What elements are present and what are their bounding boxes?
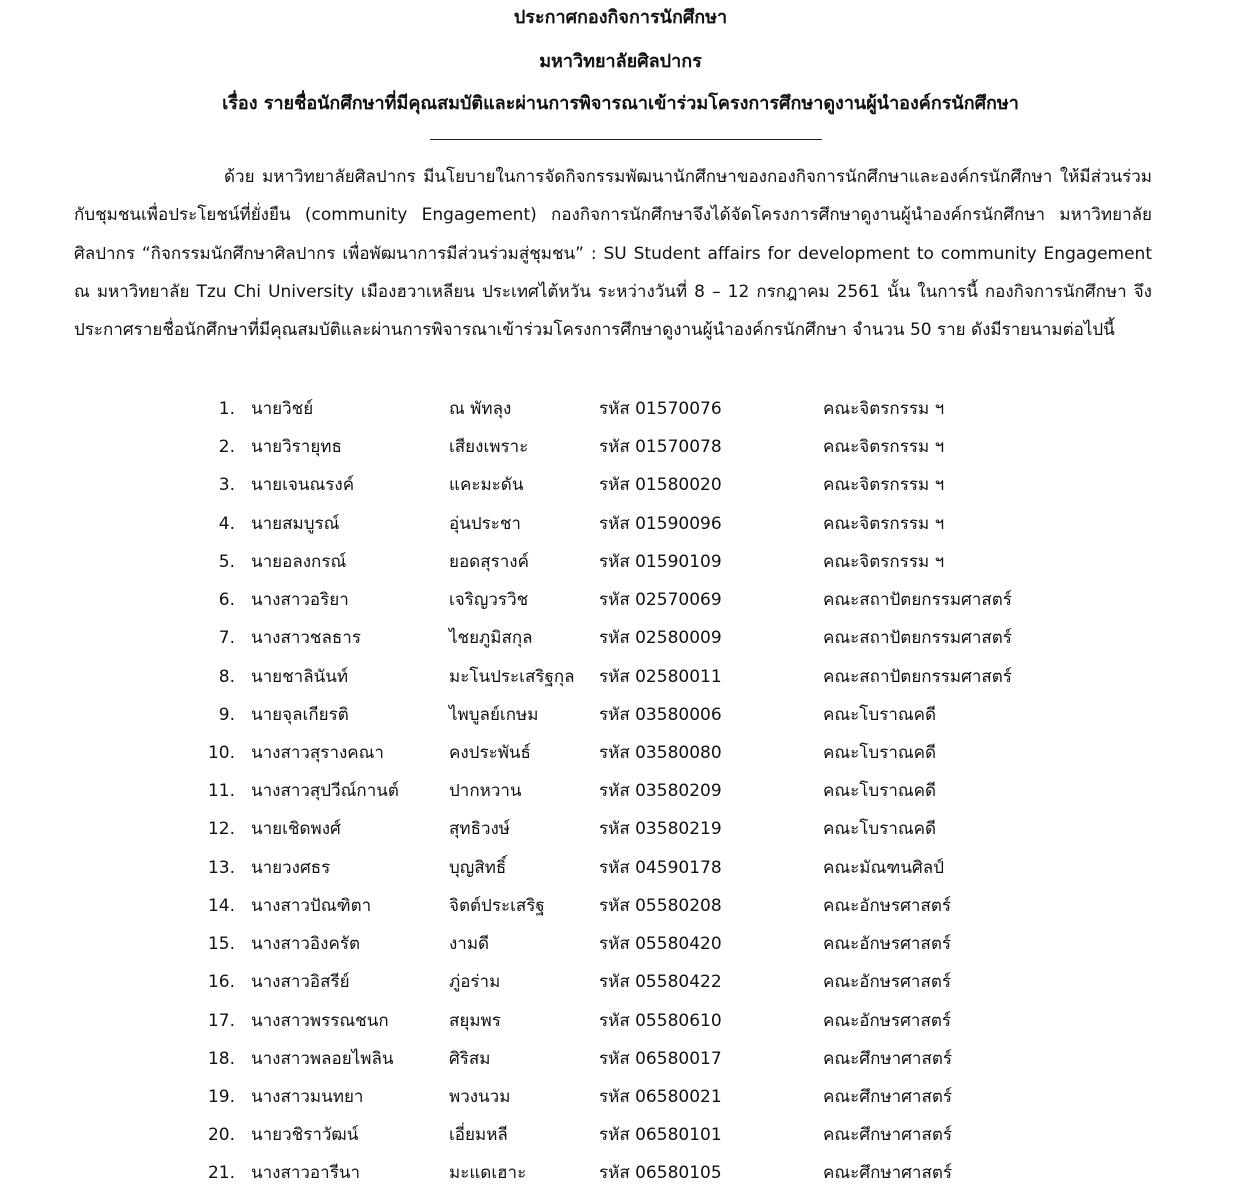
student-last-name: ปากหวาน — [449, 781, 522, 802]
student-faculty: คณะมัณฑนศิลป์ — [823, 857, 944, 878]
student-row — [0, 428, 1241, 466]
student-row — [0, 1040, 1241, 1078]
student-row — [0, 1154, 1241, 1192]
student-first-name: นางสาวสุรางคณา — [251, 742, 384, 763]
student-last-name: พวงนวม — [449, 1086, 511, 1107]
student-faculty: คณะโบราณคดี — [823, 704, 937, 725]
student-first-name: นายวงศธร — [251, 857, 331, 878]
student-first-name: นางสาวอิสรีย์ — [251, 972, 350, 993]
student-row — [0, 963, 1241, 1001]
student-number: 8. — [218, 666, 235, 687]
student-id: รหัส 01590096 — [599, 513, 722, 534]
student-first-name: นายวชิราวัฒน์ — [251, 1125, 359, 1146]
student-faculty: คณะจิตรกรรม ฯ — [823, 399, 945, 419]
student-first-name: นายชาลินันท์ — [251, 666, 349, 687]
student-first-name: นายวิชย์ — [251, 399, 314, 419]
student-id: รหัส 03580006 — [599, 704, 722, 725]
student-number: 17. — [207, 1010, 235, 1031]
student-id: รหัส 06580017 — [599, 1048, 722, 1069]
student-row — [0, 925, 1241, 963]
student-id: รหัส 02580009 — [599, 628, 722, 649]
student-faculty: คณะโบราณคดี — [823, 781, 937, 802]
student-faculty: คณะจิตรกรรม ฯ — [823, 551, 945, 572]
student-faculty: คณะอักษรศาสตร์ — [823, 895, 951, 916]
student-first-name: นางสาวปัณฑิตา — [251, 895, 372, 916]
student-number: 11. — [207, 781, 235, 802]
student-faculty: คณะจิตรกรรม ฯ — [823, 437, 945, 458]
student-number: 13. — [207, 857, 235, 878]
student-number: 12. — [207, 819, 235, 840]
student-id: รหัส 05580422 — [599, 972, 722, 993]
student-faculty: คณะศึกษาศาสตร์ — [823, 1163, 952, 1184]
student-last-name: ณ พัทลุง — [449, 399, 512, 419]
student-faculty: คณะจิตรกรรม ฯ — [823, 475, 945, 496]
student-number: 2. — [218, 437, 235, 458]
student-row — [0, 466, 1241, 504]
student-row — [0, 390, 1241, 428]
student-last-name: มะแดเฮาะ — [449, 1163, 527, 1184]
student-id: รหัส 03580080 — [599, 742, 722, 763]
student-first-name: นางสาวอริยา — [251, 590, 349, 611]
student-number: 6. — [218, 590, 235, 611]
student-faculty: คณะสถาปัตยกรรมศาสตร์ — [823, 666, 1012, 687]
student-last-name: เสียงเพราะ — [449, 437, 529, 458]
student-row — [0, 1078, 1241, 1116]
student-first-name: นางสาวอิงครัต — [251, 934, 360, 955]
student-row — [0, 696, 1241, 734]
student-id: รหัส 06580105 — [599, 1163, 722, 1184]
student-faculty: คณะศึกษาศาสตร์ — [823, 1086, 952, 1107]
student-id: รหัส 01570078 — [599, 437, 722, 458]
student-id: รหัส 05580420 — [599, 934, 722, 955]
student-row — [0, 772, 1241, 810]
student-row — [0, 1002, 1241, 1040]
student-last-name: เอี่ยมหลี — [449, 1125, 508, 1146]
student-faculty: คณะจิตรกรรม ฯ — [823, 513, 945, 534]
student-id: รหัส 01580020 — [599, 475, 722, 496]
student-row — [0, 734, 1241, 772]
student-id: รหัส 05580208 — [599, 895, 722, 916]
student-number: 16. — [207, 972, 235, 993]
student-row — [0, 658, 1241, 696]
student-row — [0, 887, 1241, 925]
student-first-name: นายอลงกรณ์ — [251, 551, 347, 572]
student-last-name: งามดี — [449, 934, 490, 955]
announcement-office-title: ประกาศกองกิจการนักศึกษา — [513, 7, 728, 28]
student-last-name: คงประพันธ์ — [449, 742, 531, 763]
student-id: รหัส 06580101 — [599, 1125, 722, 1146]
student-last-name: สุทธิวงษ์ — [449, 819, 511, 840]
student-faculty: คณะศึกษาศาสตร์ — [823, 1048, 952, 1069]
student-id: รหัส 01590109 — [599, 551, 722, 572]
student-first-name: นางสาวพรรณชนก — [251, 1010, 389, 1031]
student-id: รหัส 01570076 — [599, 399, 722, 419]
student-row — [0, 581, 1241, 619]
student-first-name: นางสาวมนทยา — [251, 1086, 364, 1107]
student-last-name: เจริญวรวิช — [449, 590, 529, 611]
student-last-name: ศิริสม — [449, 1048, 491, 1069]
student-number: 7. — [218, 628, 235, 649]
student-first-name: นางสาวชลธาร — [251, 628, 361, 649]
student-last-name: แคะมะดัน — [449, 475, 524, 496]
student-id: รหัส 02580011 — [599, 666, 722, 687]
student-first-name: นายสมบูรณ์ — [251, 513, 340, 534]
student-first-name: นายจุลเกียรติ — [251, 704, 349, 725]
student-faculty: คณะอักษรศาสตร์ — [823, 972, 951, 993]
student-number: 4. — [218, 513, 235, 534]
student-faculty: คณะศึกษาศาสตร์ — [823, 1125, 952, 1146]
student-last-name: ไชยภูมิสกุล — [449, 628, 533, 649]
student-id: รหัส 05580610 — [599, 1010, 722, 1031]
student-number: 5. — [218, 551, 235, 572]
student-last-name: ยอดสุรางค์ — [449, 551, 529, 572]
announcement-subject: เรื่อง รายชื่อนักศึกษาที่มีคุณสมบัติและผ่านการพิจารณาเข้าร่วมโครงการศึกษาดูงานผู้นำองค์กรนักศึกษา — [222, 93, 1019, 114]
student-first-name: นายเจนณรงค์ — [251, 475, 355, 496]
student-number: 14. — [207, 895, 235, 916]
university-name: มหาวิทยาลัยศิลปากร — [539, 51, 702, 72]
student-row — [0, 810, 1241, 848]
student-id: รหัส 03580209 — [599, 781, 722, 802]
student-number: 18. — [207, 1048, 235, 1069]
intro-paragraph: ด้วย มหาวิทยาลัยศิลปากร มีนโยบายในการจัดกิจกรรมพัฒนานักศึกษาของกองกิจการนักศึกษาและองค์กรนักศึกษา ให้มีส่วนร่วมกับชุมชนเพื่อประโยชน์ที่ยั่งยืน (community Engagement) กองกิจการนักศึกษาจึงได้จัดโครงการศึกษาดูงานผู้นำองค์กรนักศึกษา มหาวิทยาลัยศิลปากร “กิจกรรมนักศึกษาศิลปากร เพื่อพัฒนาการมีส่วนร่วมสู่ชุมชน” : SU Student affairs for development to community Engagement ณ มหาวิทยาลัย Tzu Chi University เมืองฮวาเหลียน ประเทศไต้หวัน ระหว่างวันที่ 8 – 12 กรกฎาคม 2561 นั้น ในการนี้ กองกิจการนักศึกษา จึงประกาศรายชื่อนักศึกษาที่มีคุณสมบัติและผ่านการพิจารณาเข้าร่วมโครงการศึกษาดูงานผู้นำองค์กรนักศึกษา จำนวน 50 ราย ดังมีรายนามต่อไปนี้ — [74, 167, 1152, 341]
student-last-name: มะโนประเสริฐกุล — [449, 666, 575, 687]
student-first-name: นางสาวสุปวีณ์กานต์ — [251, 781, 399, 802]
student-number: 21. — [207, 1163, 235, 1184]
student-last-name: บุญสิทธิ์ — [449, 857, 507, 878]
student-list — [0, 390, 1241, 1193]
student-last-name: อุ่นประชา — [449, 513, 521, 534]
student-faculty: คณะอักษรศาสตร์ — [823, 1010, 951, 1031]
student-number: 19. — [207, 1086, 235, 1107]
student-faculty: คณะสถาปัตยกรรมศาสตร์ — [823, 590, 1012, 611]
student-row — [0, 505, 1241, 543]
student-first-name: นายเชิดพงศ์ — [251, 819, 341, 840]
student-first-name: นายวิรายุทธ — [251, 437, 342, 458]
student-last-name: สยุมพร — [449, 1010, 501, 1031]
student-row — [0, 1116, 1241, 1154]
student-row — [0, 543, 1241, 581]
student-faculty: คณะสถาปัตยกรรมศาสตร์ — [823, 628, 1012, 649]
student-id: รหัส 03580219 — [599, 819, 722, 840]
student-number: 10. — [207, 742, 235, 763]
student-id: รหัส 02570069 — [599, 590, 722, 611]
student-first-name: นางสาวพลอยไพลิน — [251, 1048, 394, 1069]
student-last-name: จิตต์ประเสริฐ — [449, 895, 545, 916]
student-faculty: คณะอักษรศาสตร์ — [823, 934, 951, 955]
student-faculty: คณะโบราณคดี — [823, 819, 937, 840]
title-divider — [430, 139, 822, 140]
student-faculty: คณะโบราณคดี — [823, 742, 937, 763]
student-last-name: ภู่อร่าม — [449, 972, 501, 993]
student-number: 1. — [218, 399, 235, 419]
student-number: 9. — [218, 704, 235, 725]
student-first-name: นางสาวอารีนา — [251, 1163, 360, 1184]
student-last-name: ไพบูลย์เกษม — [449, 704, 539, 725]
student-number: 3. — [218, 475, 235, 496]
student-number: 20. — [207, 1125, 235, 1146]
student-id: รหัส 06580021 — [599, 1086, 722, 1107]
student-row — [0, 619, 1241, 657]
student-number: 15. — [207, 934, 235, 955]
student-row — [0, 849, 1241, 887]
student-id: รหัส 04590178 — [599, 857, 722, 878]
